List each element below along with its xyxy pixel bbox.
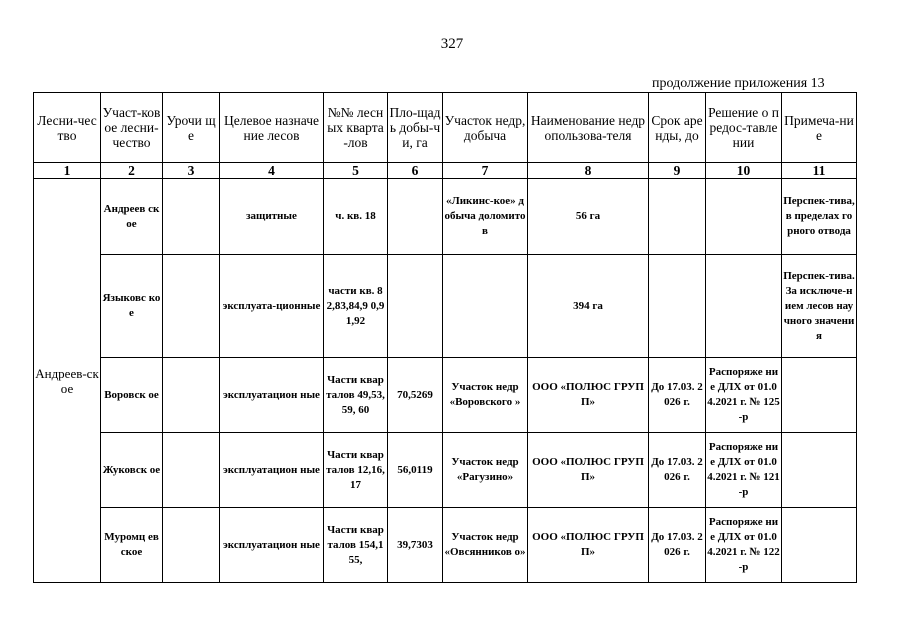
decision-cell: [706, 179, 782, 255]
term-cell: [649, 179, 706, 255]
table-row: [34, 255, 857, 358]
column-number: 6: [388, 163, 443, 179]
column-number: 2: [101, 163, 163, 179]
subsoil-cell: Участок недр «Воровского »: [443, 358, 528, 433]
header-cell: №№ лесных кварта-лов: [324, 93, 388, 163]
column-number: 8: [528, 163, 649, 179]
quarters-cell: части кв. 82,83,84,9 0,91,92: [324, 255, 388, 358]
column-number: 11: [782, 163, 857, 179]
header-cell: Целевое назначение лесов: [220, 93, 324, 163]
term-cell: [649, 255, 706, 358]
header-cell: Урочи ще: [163, 93, 220, 163]
user-cell: 56 га: [528, 179, 649, 255]
purpose-cell: защитные: [220, 179, 324, 255]
subsoil-cell: Участок недр «Овсянников о»: [443, 508, 528, 583]
quarters-cell: ч. кв. 18: [324, 179, 388, 255]
tract-cell: [163, 255, 220, 358]
user-cell: ООО «ПОЛЮС ГРУПП»: [528, 358, 649, 433]
header-cell: Решение о предос-тавлении: [706, 93, 782, 163]
note-cell: Перспек-тива, в пределах горного отвода: [782, 179, 857, 255]
district-cell: Языковс кое: [101, 255, 163, 358]
header-cell: Наименование недропользова-теля: [528, 93, 649, 163]
quarters-cell: Части кварталов 49,53,59, 60: [324, 358, 388, 433]
term-cell: До 17.03. 2026 г.: [649, 358, 706, 433]
user-cell: 394 га: [528, 255, 649, 358]
column-number: 3: [163, 163, 220, 179]
column-number: 9: [649, 163, 706, 179]
table-row: [34, 433, 857, 508]
district-cell: Муромц евское: [101, 508, 163, 583]
header-cell: Срок аренды, до: [649, 93, 706, 163]
note-cell: Перспек-тива. За исключе-нием лесов научного значения: [782, 255, 857, 358]
tract-cell: [163, 508, 220, 583]
decision-cell: Распоряже ние ДЛХ от 01.04.2021 г. № 125-р: [706, 358, 782, 433]
page-number: 327: [440, 36, 464, 52]
table-row: [34, 358, 857, 433]
purpose-cell: эксплуата-ционные: [220, 255, 324, 358]
column-number: 1: [34, 163, 101, 179]
note-cell: [782, 433, 857, 508]
header-cell: Участок недр, добыча: [443, 93, 528, 163]
district-cell: Воровск ое: [101, 358, 163, 433]
column-number-row: [34, 163, 857, 179]
tract-cell: [163, 358, 220, 433]
table-row: [34, 179, 857, 255]
user-cell: ООО «ПОЛЮС ГРУПП»: [528, 433, 649, 508]
user-cell: ООО «ПОЛЮС ГРУПП»: [528, 508, 649, 583]
column-number: 5: [324, 163, 388, 179]
area-cell: 39,7303: [388, 508, 443, 583]
column-number: 10: [706, 163, 782, 179]
decision-cell: Распоряже ние ДЛХ от 01.04.2021 г. № 122-р: [706, 508, 782, 583]
header-cell: Пло-щадь добы-чи, га: [388, 93, 443, 163]
note-cell: [782, 358, 857, 433]
purpose-cell: эксплуатацион ные: [220, 433, 324, 508]
term-cell: До 17.03. 2026 г.: [649, 433, 706, 508]
area-cell: 70,5269: [388, 358, 443, 433]
header-cell: Лесни-чество: [34, 93, 101, 163]
continuation-label: продолжение приложения 13: [652, 76, 825, 91]
term-cell: До 17.03. 2026 г.: [649, 508, 706, 583]
column-number: 4: [220, 163, 324, 179]
subsoil-cell: Участок недр «Рагузино»: [443, 433, 528, 508]
purpose-cell: эксплуатацион ные: [220, 358, 324, 433]
subsoil-cell: [443, 255, 528, 358]
area-cell: [388, 255, 443, 358]
purpose-cell: эксплуатацион ные: [220, 508, 324, 583]
decision-cell: [706, 255, 782, 358]
header-row: [34, 93, 857, 163]
area-cell: [388, 179, 443, 255]
subsoil-cell: «Ликинс-кое» добыча доломитов: [443, 179, 528, 255]
district-cell: Андреев ское: [101, 179, 163, 255]
tract-cell: [163, 179, 220, 255]
header-cell: Участ-ковое лесни-чество: [101, 93, 163, 163]
forestry-cell: Андреев-ское: [34, 179, 101, 583]
column-number: 7: [443, 163, 528, 179]
quarters-cell: Части кварталов 12,16,17: [324, 433, 388, 508]
district-cell: Жуковск ое: [101, 433, 163, 508]
decision-cell: Распоряже ние ДЛХ от 01.04.2021 г. № 121-р: [706, 433, 782, 508]
quarters-cell: Части кварталов 154,155,: [324, 508, 388, 583]
area-cell: 56,0119: [388, 433, 443, 508]
table-row: [34, 508, 857, 583]
note-cell: [782, 508, 857, 583]
tract-cell: [163, 433, 220, 508]
forestry-table: [33, 92, 857, 583]
header-cell: Примеча-ние: [782, 93, 857, 163]
